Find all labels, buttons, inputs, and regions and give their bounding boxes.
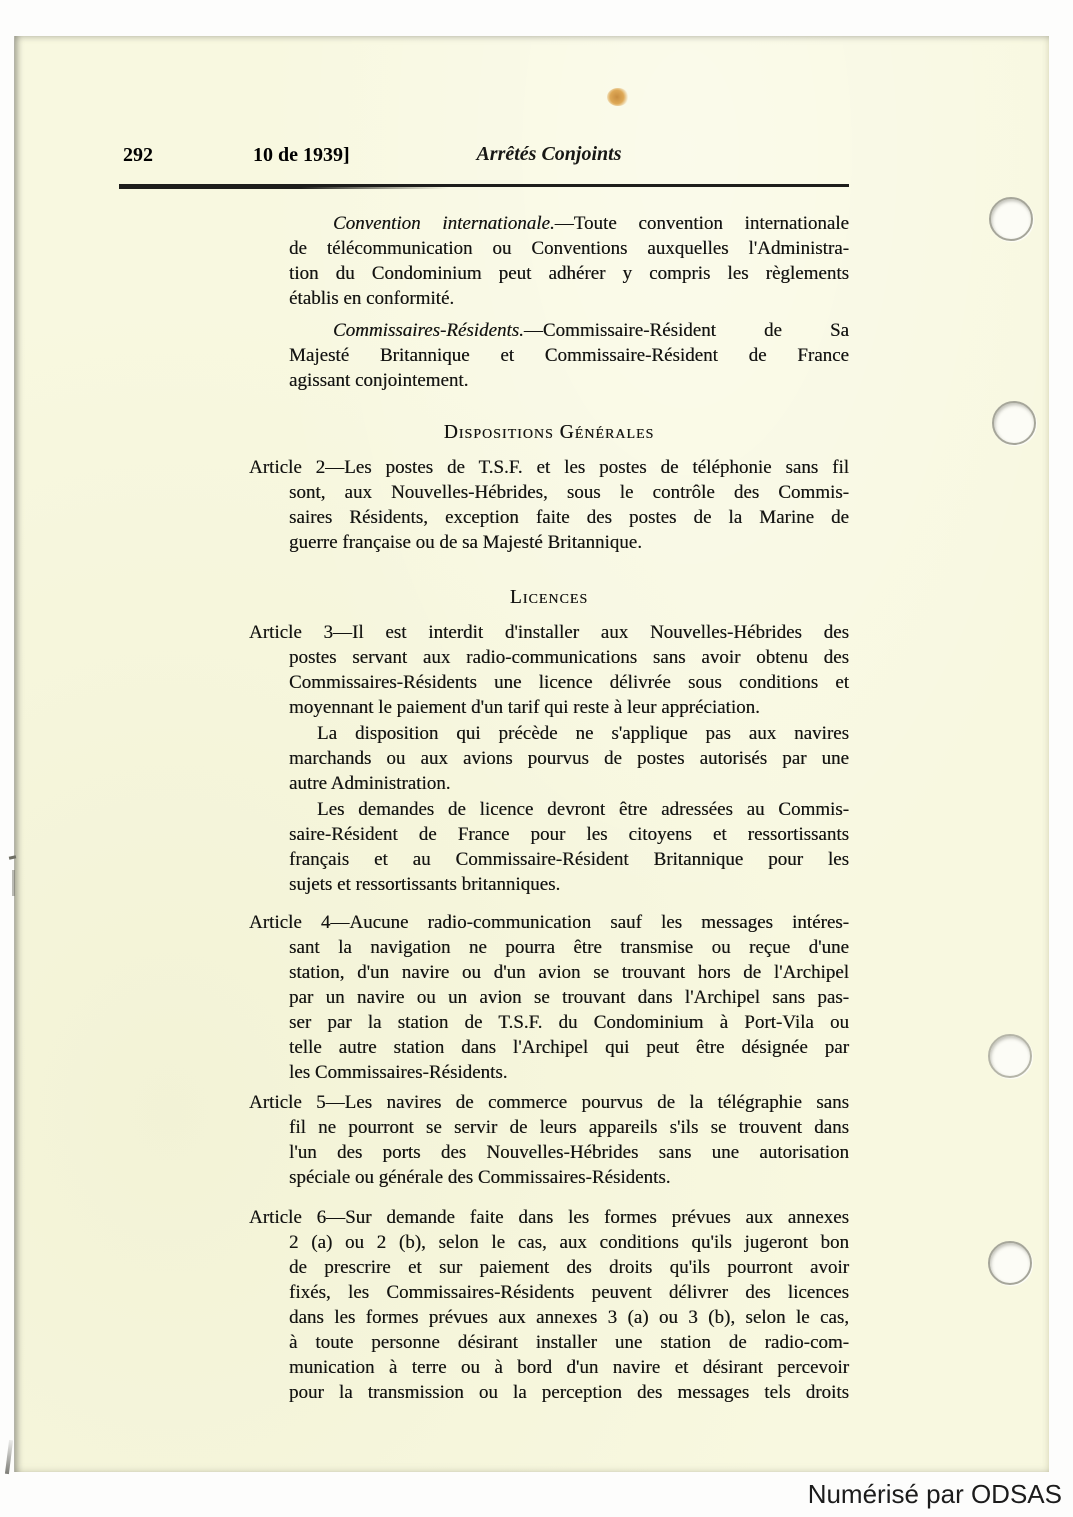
paragraph-commissaires-residents	[249, 318, 849, 393]
italic-lead: Convention internationale.	[333, 213, 555, 234]
header-reference: 10 de 1939]	[253, 144, 350, 166]
page-edge-mark	[12, 870, 15, 896]
text-line: pour la transmission ou la perception des messages tels droits	[289, 1382, 849, 1403]
text-line: tion du Condominium peut adhérer y compris les règlements	[289, 263, 849, 284]
text-line: agissant conjointement.	[289, 370, 469, 391]
text-line: autre Administration.	[289, 773, 451, 794]
scan-watermark: Numérisé par ODSAS	[807, 1479, 1062, 1509]
page-number: 292	[123, 144, 153, 166]
text-line: saire-Résident de France pour les citoyens et ressortissants	[289, 824, 849, 845]
punch-hole	[988, 1241, 1032, 1285]
text-line: Article 2—Les postes de T.S.F. et les postes de téléphonie sans fil	[249, 457, 849, 478]
text-line: l'un des ports des Nouvelles-Hébrides sans une autorisation	[289, 1142, 849, 1163]
paragraph-article-3	[249, 620, 849, 720]
text-line	[249, 318, 849, 343]
text-line: saires Résidents, exception faite des postes de la Marine de	[289, 507, 849, 528]
text-line: postes servant aux radio-communications sans avoir obtenu des	[289, 647, 849, 668]
paragraph-la-disposition	[249, 721, 849, 796]
punch-hole	[992, 401, 1036, 445]
document-page	[14, 36, 1049, 1472]
text-line: Article 5—Les navires de commerce pourvus de la télégraphie sans	[249, 1092, 849, 1113]
text-line: marchands ou aux avions pourvus de postes autorisés par une	[289, 748, 849, 769]
text-line: guerre française ou de sa Majesté Britannique.	[289, 532, 642, 553]
text-line: établis en conformité.	[289, 288, 455, 309]
paragraph-convention-internationale	[249, 211, 849, 311]
text-line: Article 6—Sur demande faite dans les formes prévues aux annexes	[249, 1207, 849, 1228]
line-group	[249, 343, 849, 393]
text-column	[249, 211, 849, 1405]
lead-rest: —Commissaire-Résident de Sa	[523, 320, 849, 341]
text-line: dans les formes prévues aux annexes 3 (a) ou 3 (b), selon le cas,	[289, 1307, 849, 1328]
italic-lead: Commissaires-Résidents.	[333, 320, 524, 341]
text-line: sont, aux Nouvelles-Hébrides, sous le contrôle des Commis-	[289, 482, 849, 503]
text-line: sant la navigation ne pourra être transmise ou reçue d'une	[289, 937, 849, 958]
paragraph-article-2	[249, 455, 849, 555]
text-line: Majesté Britannique et Commissaire-Résident de France	[289, 345, 849, 366]
text-line: Article 3—Il est interdit d'installer aux Nouvelles-Hébrides des	[249, 622, 849, 643]
text-line: munication à terre ou à bord d'un navire et désirant percevoir	[289, 1357, 849, 1378]
paragraph-les-demandes	[249, 797, 849, 897]
text-line: fixés, les Commissaires-Résidents peuvent délivrer des licences	[289, 1282, 849, 1303]
text-line: ser par la station de T.S.F. du Condominium à Port-Vila ou	[289, 1012, 849, 1033]
text-line	[249, 211, 849, 236]
text-line: Article 4—Aucune radio-communication sauf les messages intéres-	[249, 912, 849, 933]
text-line: sujets et ressortissants britanniques.	[289, 874, 561, 895]
text-line: Les demandes de licence devront être adressées au Commis-	[317, 799, 849, 820]
header-rule	[119, 184, 849, 187]
paper-stain	[607, 88, 629, 106]
section-heading-dispositions-generales: Dispositions Générales	[443, 422, 655, 443]
paragraph-article-4	[249, 910, 849, 1085]
text-line: 2 (a) ou 2 (b), selon le cas, aux conditions qu'ils jugeront bon	[289, 1232, 849, 1253]
text-line: de prescrire et sur paiement des droits qu'ils pourront avoir	[289, 1257, 849, 1278]
lead-rest: —Toute convention internationale	[554, 213, 849, 234]
punch-hole	[988, 1034, 1032, 1078]
text-line: telle autre station dans l'Archipel qui peut être désignée par	[289, 1037, 849, 1058]
page-title: Arrêtés Conjoints	[476, 143, 622, 165]
punch-hole	[989, 197, 1033, 241]
section-heading-licences: Licences	[509, 587, 589, 608]
text-line: français et au Commissaire-Résident Britannique pour les	[289, 849, 849, 870]
text-line: Commissaires-Résidents une licence délivrée sous conditions et	[289, 672, 849, 693]
paragraph-article-5	[249, 1090, 849, 1190]
text-line: par un navire ou un avion se trouvant dans l'Archipel sans pas-	[289, 987, 849, 1008]
text-line: à toute personne désirant installer une station de radio-com-	[289, 1332, 849, 1353]
text-line: station, d'un navire ou d'un avion se trouvant hors de l'Archipel	[289, 962, 849, 983]
page-corner-shadow	[5, 1440, 13, 1474]
line-group	[249, 236, 849, 311]
text-line: les Commissaires-Résidents.	[289, 1062, 508, 1083]
text-line: de télécommunication ou Conventions auxquelles l'Administra-	[289, 238, 849, 259]
paragraph-article-6	[249, 1205, 849, 1405]
text-line: moyennant le paiement d'un tarif qui reste à leur appréciation.	[289, 697, 760, 718]
text-line: fil ne pourront se servir de leurs appareils s'ils se trouvent dans	[289, 1117, 849, 1138]
text-line: La disposition qui précède ne s'applique pas aux navires	[317, 723, 849, 744]
text-line: spéciale ou générale des Commissaires-Résidents.	[289, 1167, 671, 1188]
